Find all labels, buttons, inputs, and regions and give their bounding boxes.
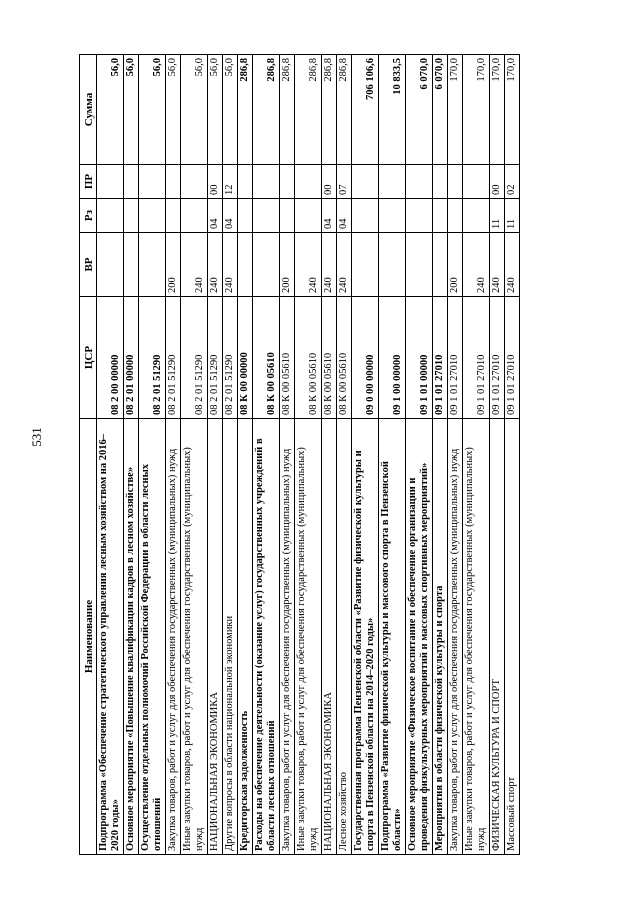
cell-vr: 240 [223,233,238,297]
table-row [208,55,223,855]
cell-name: Расходы на обеспечение деятельности (оказание услуг) государственных учреждений в области лесных отношений [253,419,280,855]
table-row [406,55,433,855]
cell-vr [352,233,379,297]
cell-sum: 286,8 [295,55,322,165]
cell-name: Лесное хозяйство [337,419,352,855]
table-row [280,55,295,855]
cell-name: Подпрограмма «Развитие физической культуры и массового спорта в Пензенской области» [379,419,406,855]
cell-vr: 240 [463,233,490,297]
header-csr: ЦСР [80,297,97,419]
cell-name: ФИЗИЧЕСКАЯ КУЛЬТУРА И СПОРТ [490,419,505,855]
table-row [337,55,352,855]
cell-pr [166,165,181,199]
cell-csr: 09 1 00 00000 [379,297,406,419]
table-row [166,55,181,855]
cell-vr: 240 [181,233,208,297]
cell-vr: 240 [337,233,352,297]
cell-pr: 07 [337,165,352,199]
cell-sum: 170,0 [490,55,505,165]
cell-name: Осуществление отдельных полномочий Российской Федерации в области лесных отношений [139,419,166,855]
cell-sum: 56,0 [166,55,181,165]
cell-csr: 08 2 01 51290 [166,297,181,419]
table-row [124,55,139,855]
cell-rz [97,199,124,233]
cell-pr [379,165,406,199]
cell-pr [139,165,166,199]
header-vr: ВР [80,233,97,297]
cell-rz [433,199,448,233]
cell-vr [139,233,166,297]
cell-sum: 56,0 [97,55,124,165]
cell-pr: 00 [490,165,505,199]
cell-csr: 08 2 01 00000 [124,297,139,419]
cell-name: Иные закупки товаров, работ и услуг для обеспечения государственных (муниципальных) нужд [463,419,490,855]
cell-rz: 04 [322,199,337,233]
table-row [223,55,238,855]
cell-rz [238,199,253,233]
table-row [379,55,406,855]
table-row [238,55,253,855]
cell-pr [238,165,253,199]
cell-name: Государственная программа Пензенской области «Развитие физической культуры и спорта в Пензенской области на 2014–2020 годы» [352,419,379,855]
cell-name: НАЦИОНАЛЬНАЯ ЭКОНОМИКА [322,419,337,855]
cell-name: Закупка товаров, работ и услуг для обеспечения государственных (муниципальных) нужд [280,419,295,855]
cell-sum: 170,0 [463,55,490,165]
table-row [139,55,166,855]
table-row [505,55,520,855]
cell-name: Массовый спорт [505,419,520,855]
cell-sum: 286,8 [238,55,253,165]
cell-sum: 170,0 [448,55,463,165]
cell-sum: 6 070,0 [406,55,433,165]
cell-sum: 286,8 [337,55,352,165]
cell-vr [238,233,253,297]
budget-table-container [79,55,609,855]
table-header-row [80,55,97,855]
cell-pr [181,165,208,199]
cell-rz [181,199,208,233]
cell-vr: 200 [448,233,463,297]
cell-pr [433,165,448,199]
cell-vr [124,233,139,297]
cell-csr: 08 К 00 05610 [337,297,352,419]
cell-rz: 11 [490,199,505,233]
cell-rz [139,199,166,233]
cell-rz [463,199,490,233]
table-body [97,55,520,855]
page-number: 531 [29,427,44,447]
cell-name: НАЦИОНАЛЬНАЯ ЭКОНОМИКА [208,419,223,855]
cell-sum: 10 833,5 [379,55,406,165]
cell-rz: 11 [505,199,520,233]
header-pr: ПР [80,165,97,199]
cell-csr: 08 2 00 00000 [97,297,124,419]
cell-name: Мероприятия в области физической культуры и спорта [433,419,448,855]
cell-sum: 56,0 [139,55,166,165]
cell-name: Иные закупки товаров, работ и услуг для обеспечения государственных (муниципальных) нужд [295,419,322,855]
cell-sum: 56,0 [181,55,208,165]
cell-sum: 170,0 [505,55,520,165]
table-row [253,55,280,855]
table-row [295,55,322,855]
cell-rz [448,199,463,233]
cell-pr [463,165,490,199]
cell-csr: 08 2 01 51290 [223,297,238,419]
cell-sum: 56,0 [223,55,238,165]
header-rz: Рз [80,199,97,233]
cell-pr [124,165,139,199]
table-row [97,55,124,855]
cell-pr [295,165,322,199]
cell-vr [406,233,433,297]
cell-vr: 240 [295,233,322,297]
budget-table [79,54,520,855]
cell-rz [124,199,139,233]
cell-csr: 08 К 00 05610 [253,297,280,419]
cell-rz [280,199,295,233]
cell-csr: 08 2 01 51290 [139,297,166,419]
header-sum: Сумма [80,55,97,165]
cell-vr [253,233,280,297]
cell-csr: 08 К 00 00000 [238,297,253,419]
cell-pr [448,165,463,199]
cell-sum: 56,0 [124,55,139,165]
cell-vr: 240 [322,233,337,297]
table-row [433,55,448,855]
cell-sum: 286,8 [280,55,295,165]
cell-name: Закупка товаров, работ и услуг для обеспечения государственных (муниципальных) нужд [448,419,463,855]
cell-rz: 04 [208,199,223,233]
cell-csr: 08 К 00 05610 [322,297,337,419]
cell-name: Основное мероприятие «Физическое воспитание и обеспечение организации и проведения физкультурных мероприятий и массовых спортивных мероприятий» [406,419,433,855]
cell-csr: 09 1 01 27010 [490,297,505,419]
cell-name: Закупка товаров, работ и услуг для обеспечения государственных (муниципальных) нужд [166,419,181,855]
table-row [181,55,208,855]
cell-csr: 08 2 01 51290 [181,297,208,419]
cell-pr [97,165,124,199]
cell-rz: 04 [223,199,238,233]
cell-rz [379,199,406,233]
cell-rz [253,199,280,233]
cell-vr: 240 [505,233,520,297]
cell-sum: 56,0 [208,55,223,165]
cell-rz [166,199,181,233]
cell-name: Основное мероприятие «Повышение квалификации кадров в лесном хозяйстве» [124,419,139,855]
cell-pr [352,165,379,199]
cell-vr: 240 [490,233,505,297]
cell-csr: 08 К 00 05610 [295,297,322,419]
table-row [322,55,337,855]
cell-sum: 706 106,6 [352,55,379,165]
cell-pr: 00 [322,165,337,199]
cell-csr: 09 1 01 27010 [433,297,448,419]
cell-vr [97,233,124,297]
cell-csr: 09 1 01 27010 [505,297,520,419]
cell-rz [295,199,322,233]
cell-csr: 08 К 00 05610 [280,297,295,419]
cell-csr: 09 1 01 00000 [406,297,433,419]
header-name: Наименование [80,419,97,855]
cell-pr: 00 [208,165,223,199]
cell-csr: 09 0 00 00000 [352,297,379,419]
cell-pr [253,165,280,199]
cell-pr: 12 [223,165,238,199]
cell-csr: 09 1 01 27010 [448,297,463,419]
table-row [352,55,379,855]
cell-csr: 09 1 01 27010 [463,297,490,419]
cell-name: Иные закупки товаров, работ и услуг для обеспечения государственных (муниципальных) нужд [181,419,208,855]
table-row [490,55,505,855]
cell-vr [379,233,406,297]
cell-rz [352,199,379,233]
cell-pr [280,165,295,199]
cell-sum: 6 070,0 [433,55,448,165]
cell-vr: 200 [280,233,295,297]
table-row [448,55,463,855]
cell-rz [406,199,433,233]
cell-sum: 286,8 [322,55,337,165]
cell-rz: 04 [337,199,352,233]
cell-sum: 286,8 [253,55,280,165]
table-row [463,55,490,855]
cell-name: Кредиторская задолженность [238,419,253,855]
cell-vr: 240 [208,233,223,297]
cell-csr: 08 2 01 51290 [208,297,223,419]
cell-name: Другие вопросы в области национальной экономики [223,419,238,855]
cell-pr: 02 [505,165,520,199]
cell-name: Подпрограмма «Обеспечение стратегического управления лесным хозяйством на 2016–2020 годы» [97,419,124,855]
cell-vr: 200 [166,233,181,297]
cell-vr [433,233,448,297]
cell-pr [406,165,433,199]
